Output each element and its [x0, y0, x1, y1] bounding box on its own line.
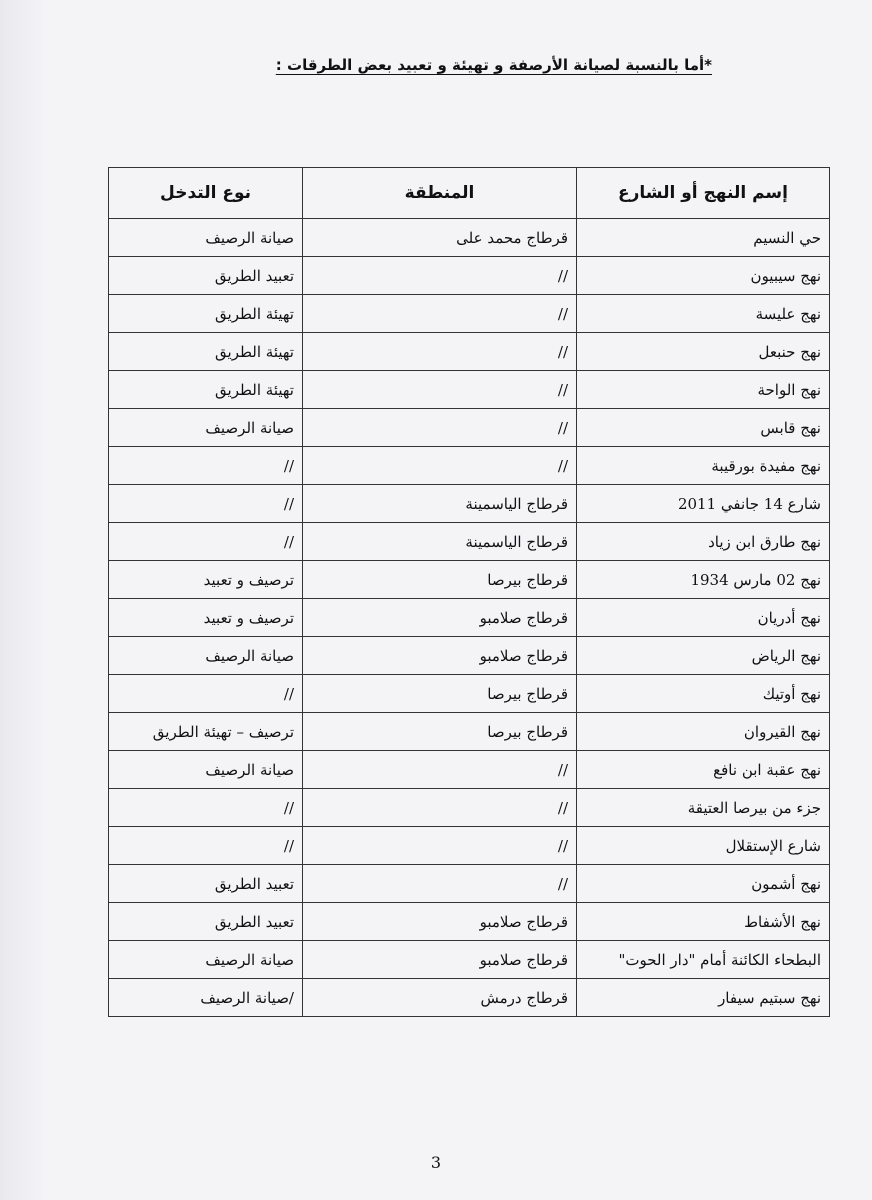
cell-intervention-type: تهيئة الطريق	[109, 333, 303, 371]
cell-street: نهج أدريان	[577, 599, 830, 637]
cell-street: نهج حنبعل	[577, 333, 830, 371]
cell-intervention-type: تعبيد الطريق	[109, 865, 303, 903]
cell-area: قرطاج محمد على	[303, 219, 577, 257]
cell-intervention-type: صيانة الرصيف	[109, 219, 303, 257]
roadworks-table	[108, 167, 830, 1017]
cell-street: جزء من بيرصا العتيقة	[577, 789, 830, 827]
scan-edge-shadow	[0, 0, 44, 1200]
cell-intervention-type: تعبيد الطريق	[109, 257, 303, 295]
cell-area: قرطاج بيرصا	[303, 713, 577, 751]
table-row	[109, 903, 830, 941]
cell-area: //	[303, 865, 577, 903]
cell-intervention-type: //	[109, 447, 303, 485]
cell-street: نهج 02 مارس 1934	[577, 561, 830, 599]
cell-intervention-type: تهيئة الطريق	[109, 371, 303, 409]
table-body	[109, 219, 830, 1017]
cell-intervention-type: //	[109, 827, 303, 865]
cell-street: نهج طارق ابن زياد	[577, 523, 830, 561]
cell-area: قرطاج بيرصا	[303, 675, 577, 713]
table-row	[109, 979, 830, 1017]
table-row	[109, 599, 830, 637]
table-row	[109, 295, 830, 333]
cell-intervention-type: //	[109, 523, 303, 561]
cell-street: نهج مفيدة بورقيبة	[577, 447, 830, 485]
table-row	[109, 675, 830, 713]
cell-street: نهج القيروان	[577, 713, 830, 751]
cell-area: //	[303, 827, 577, 865]
cell-street: نهج الأشفاط	[577, 903, 830, 941]
header-area: المنطقة	[303, 168, 577, 219]
cell-intervention-type: صيانة الرصيف	[109, 941, 303, 979]
table-row	[109, 865, 830, 903]
table-row	[109, 637, 830, 675]
table-row	[109, 371, 830, 409]
cell-area: //	[303, 447, 577, 485]
cell-area: قرطاج صلامبو	[303, 599, 577, 637]
cell-area: //	[303, 371, 577, 409]
cell-street: نهج الواحة	[577, 371, 830, 409]
table-row	[109, 713, 830, 751]
cell-street: نهج سيبيون	[577, 257, 830, 295]
cell-intervention-type: ترصيف و تعبيد	[109, 561, 303, 599]
table-row	[109, 751, 830, 789]
cell-area: قرطاج بيرصا	[303, 561, 577, 599]
cell-intervention-type: ترصيف – تهيئة الطريق	[109, 713, 303, 751]
cell-area: قرطاج صلامبو	[303, 941, 577, 979]
cell-area: //	[303, 789, 577, 827]
cell-intervention-type: صيانة الرصيف	[109, 751, 303, 789]
page-heading: *أما بالنسبة لصيانة الأرصفة و تهيئة و تعبيد بعض الطرقات :	[275, 56, 712, 74]
cell-street: شارع 14 جانفي 2011	[577, 485, 830, 523]
cell-intervention-type: //	[109, 485, 303, 523]
cell-intervention-type: صيانة الرصيف	[109, 637, 303, 675]
cell-street: نهج قابس	[577, 409, 830, 447]
cell-area: //	[303, 257, 577, 295]
cell-street: حي النسيم	[577, 219, 830, 257]
cell-area: //	[303, 409, 577, 447]
table-row	[109, 789, 830, 827]
cell-street: نهج عقبة ابن نافع	[577, 751, 830, 789]
cell-street: نهج الرياض	[577, 637, 830, 675]
header-street: إسم النهج أو الشارع	[577, 168, 830, 219]
cell-street: نهج أوتيك	[577, 675, 830, 713]
cell-street: شارع الإستقلال	[577, 827, 830, 865]
table-row	[109, 827, 830, 865]
cell-area: قرطاج الياسمينة	[303, 523, 577, 561]
cell-intervention-type: تعبيد الطريق	[109, 903, 303, 941]
cell-intervention-type: //	[109, 675, 303, 713]
cell-area: قرطاج صلامبو	[303, 637, 577, 675]
table-row	[109, 523, 830, 561]
cell-street: نهج سبتيم سيفار	[577, 979, 830, 1017]
table-row	[109, 333, 830, 371]
cell-area: قرطاج درمش	[303, 979, 577, 1017]
cell-area: //	[303, 751, 577, 789]
table-row	[109, 485, 830, 523]
page-number: 3	[430, 1153, 442, 1172]
cell-street: البطحاء الكائنة أمام "دار الحوت"	[577, 941, 830, 979]
cell-street: نهج أشمون	[577, 865, 830, 903]
cell-intervention-type: تهيئة الطريق	[109, 295, 303, 333]
cell-street: نهج عليسة	[577, 295, 830, 333]
table-row	[109, 941, 830, 979]
cell-intervention-type: //	[109, 789, 303, 827]
cell-area: //	[303, 333, 577, 371]
table-header-row	[109, 168, 830, 219]
table-row	[109, 219, 830, 257]
cell-intervention-type: ترصيف و تعبيد	[109, 599, 303, 637]
cell-area: //	[303, 295, 577, 333]
cell-area: قرطاج صلامبو	[303, 903, 577, 941]
table-row	[109, 257, 830, 295]
header-intervention-type: نوع التدخل	[109, 168, 303, 219]
table-row	[109, 447, 830, 485]
cell-intervention-type: /صيانة الرصيف	[109, 979, 303, 1017]
table-row	[109, 561, 830, 599]
cell-intervention-type: صيانة الرصيف	[109, 409, 303, 447]
table-row	[109, 409, 830, 447]
cell-area: قرطاج الياسمينة	[303, 485, 577, 523]
